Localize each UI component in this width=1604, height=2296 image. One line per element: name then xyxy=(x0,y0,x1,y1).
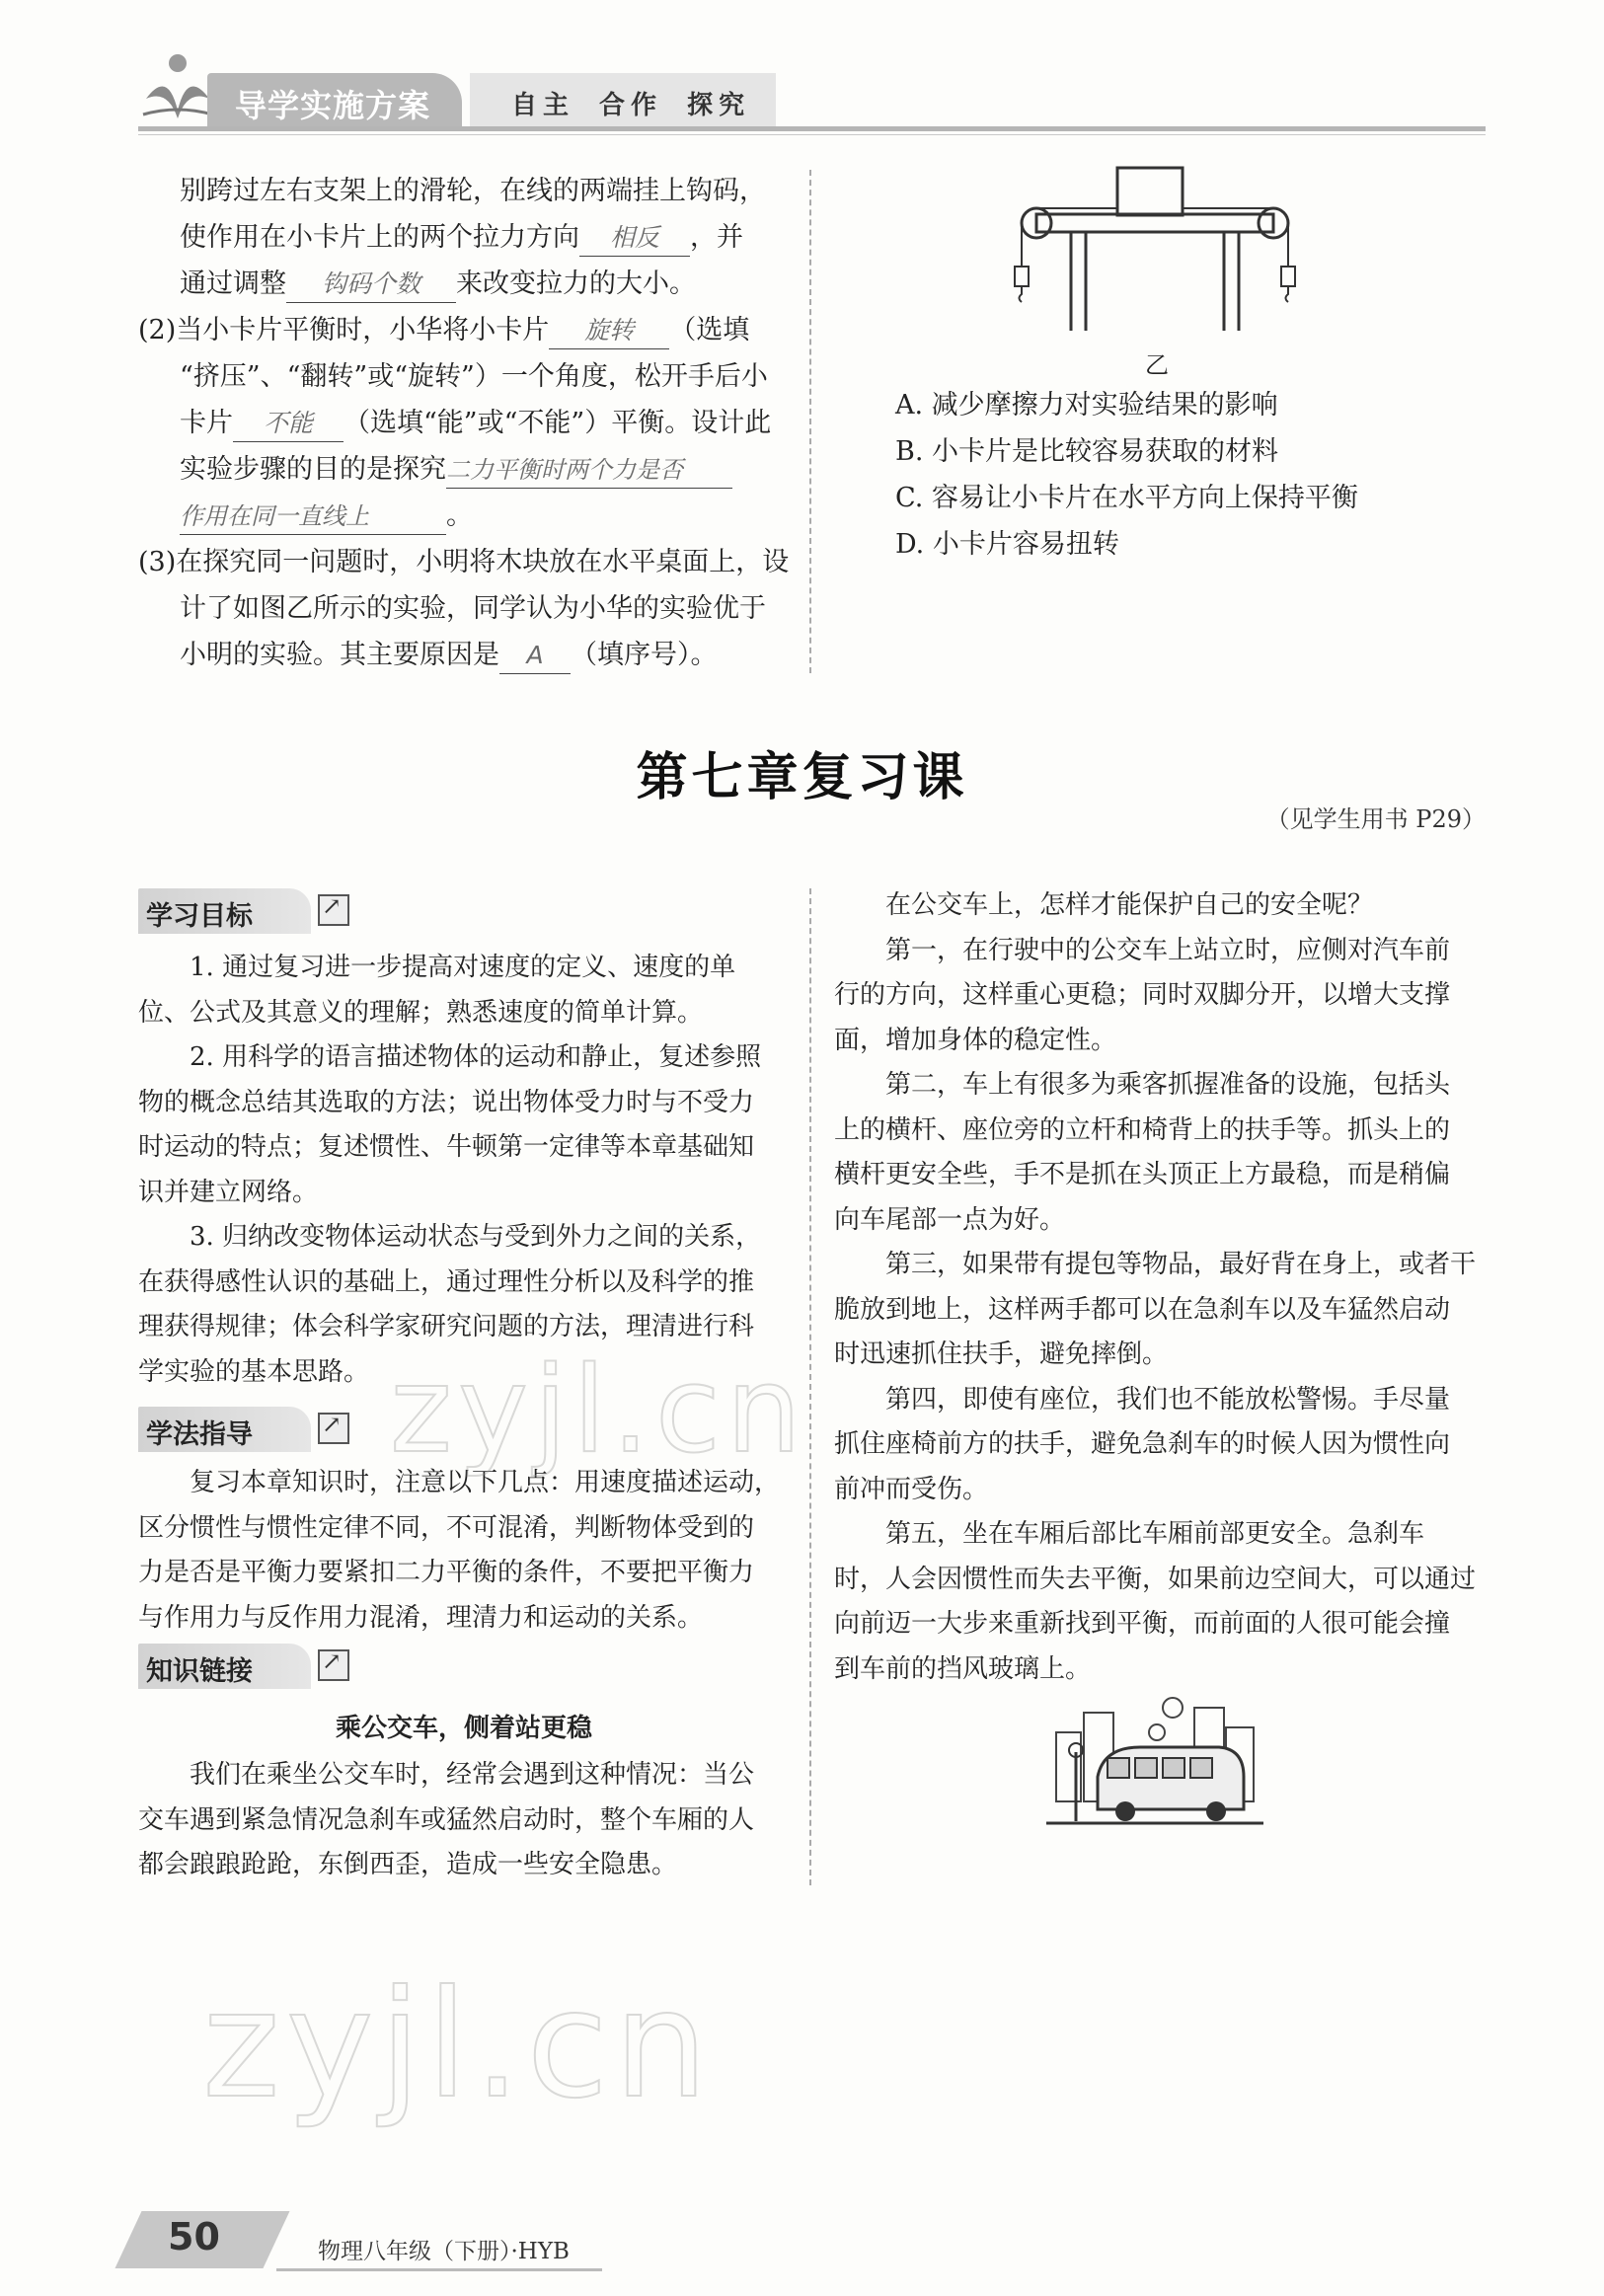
question-2-line-4-a: 实验步骤的目的是探究 xyxy=(180,454,446,485)
link-right-line-10: 脆放到地上，这样两手都可以在急刹车以及车猛然启动 xyxy=(834,1294,1451,1325)
goals-line-1: 1. 通过复习进一步提高对速度的定义、速度的单 xyxy=(138,953,736,982)
link-right-line-7: 横杆更安全些，手不是抓在头顶正上方最稳，而是稍偏 xyxy=(834,1160,1451,1189)
lower-column-divider xyxy=(809,888,811,1885)
link-subtitle: 乘公交车，侧着站更稳 xyxy=(335,1714,592,1743)
upper-line-2-a: 使作用在小卡片上的两个拉力方向 xyxy=(180,222,579,253)
link-right-line-11: 时迅速抓住扶手，避免摔倒。 xyxy=(834,1339,1169,1369)
goals-line-10: 学实验的基本思路。 xyxy=(138,1356,370,1387)
option-a: A. 减少摩擦力对实验结果的影响 xyxy=(895,390,1278,421)
question-3-line-3 xyxy=(180,632,718,678)
option-b: B. 小卡片是比较容易获取的材料 xyxy=(895,436,1279,467)
question-3-line-3-a: 小明的实验。其主要原因是 xyxy=(180,640,499,670)
answer-blank-weights: 钩码个数 xyxy=(286,267,456,303)
answer-blank-balance: 不能 xyxy=(233,406,344,442)
upper-line-3 xyxy=(180,261,696,307)
question-3-line-1: (3)在探究同一问题时，小明将木块放在水平桌面上，设 xyxy=(138,547,790,577)
link-right-line-9: 第三，如果带有提包等物品，最好背在身上，或者干 xyxy=(834,1250,1477,1279)
link-right-line-4: 面，增加身体的稳定性。 xyxy=(834,1025,1117,1055)
question-2-a: (2)当小卡片平衡时，小华将小卡片 xyxy=(138,315,550,345)
section-tag-method xyxy=(138,1407,311,1452)
header-banner-text: 导学实施方案 xyxy=(235,87,431,124)
goals-arrow-icon xyxy=(318,894,349,926)
figure-label: 乙 xyxy=(1145,351,1169,379)
answer-blank-reason: A xyxy=(499,638,571,674)
goals-line-5: 时运动的特点；复述惯性、牛顿第一定律等本章基础知 xyxy=(138,1132,755,1162)
header-tagline-text: 自主 合作 探究 xyxy=(511,91,751,120)
footer-book-title: 物理八年级（下册）·HYB xyxy=(318,2239,570,2264)
link-right-line-3: 行的方向，这样重心更稳；同时双脚分开，以增大支撑 xyxy=(834,980,1451,1010)
section-tag-method-text: 学法指导 xyxy=(146,1419,253,1450)
method-line-1: 复习本章知识时，注意以下几点：用速度描述运动， xyxy=(138,1468,781,1497)
goals-line-6: 识并建立网络。 xyxy=(138,1177,319,1207)
section-tag-goals-text: 学习目标 xyxy=(146,901,253,932)
section-tag-goals xyxy=(138,888,311,934)
goals-line-4: 物的概念总结其选取的方法；说出物体受力时与不受力 xyxy=(138,1087,755,1117)
link-right-line-13: 抓住座椅前方的扶手，避免急刹车的时候人因为惯性向 xyxy=(834,1429,1451,1459)
header-tagline xyxy=(470,73,776,128)
upper-line-3-a: 通过调整 xyxy=(180,268,286,299)
method-line-3: 力是否是平衡力要紧扣二力平衡的条件，不要把平衡力 xyxy=(138,1558,755,1587)
method-block xyxy=(138,1461,790,1641)
answer-blank-rotate: 旋转 xyxy=(549,313,669,349)
link-left-line-1: 我们在乘坐公交车时，经常会遇到这种情况：当公 xyxy=(138,1760,755,1790)
page-number: 50 xyxy=(168,2215,220,2258)
link-arrow-icon xyxy=(318,1649,349,1681)
question-2-line-5-b: 。 xyxy=(446,500,473,531)
link-right-line-6: 上的横杆、座位旁的立杆和椅背上的扶手等。抓头上的 xyxy=(834,1114,1451,1145)
link-right-line-12: 第四，即使有座位，我们也不能放松警惕。手尽量 xyxy=(834,1384,1451,1415)
question-2-line-4 xyxy=(180,446,732,493)
question-2-line-1 xyxy=(138,307,749,353)
section-tag-link-text: 知识链接 xyxy=(146,1656,253,1687)
goals-line-2: 位、公式及其意义的理解；熟悉速度的简单计算。 xyxy=(138,997,704,1028)
bus-illustration xyxy=(1046,1693,1263,1841)
question-2-line-3 xyxy=(180,400,771,446)
link-right-line-8: 向车尾部一点为好。 xyxy=(834,1204,1066,1235)
method-line-4: 与作用力与反作用力混淆，理清力和运动的关系。 xyxy=(138,1602,704,1633)
link-right-block xyxy=(834,883,1486,1692)
link-right-line-14: 前冲而受伤。 xyxy=(834,1474,989,1504)
answer-blank-purpose-2: 作用在同一直线上 xyxy=(180,498,446,535)
question-2-b: （选填 xyxy=(669,315,750,345)
header-banner xyxy=(207,73,462,128)
question-2-line-3-a: 卡片 xyxy=(180,408,233,438)
experiment-figure-yi xyxy=(1007,163,1303,345)
link-right-line-16: 时，人会因惯性而失去平衡，如果前边空间大，可以通过 xyxy=(834,1564,1477,1594)
section-tag-link xyxy=(138,1644,311,1689)
link-right-line-18: 到车前的挡风玻璃上。 xyxy=(834,1653,1092,1684)
link-left-line-2: 交车遇到紧急情况急刹车或猛然启动时，整个车厢的人 xyxy=(138,1804,755,1835)
method-line-2: 区分惯性与惯性定律不同，不可混淆，判断物体受到的 xyxy=(138,1512,755,1543)
question-2-line-2: “挤压”、“翻转”或“旋转”）一个角度，松开手后小 xyxy=(180,361,768,392)
link-right-line-2: 第一，在行驶中的公交车上站立时，应侧对汽车前 xyxy=(834,935,1451,965)
chapter-reference: （见学生用书 P29） xyxy=(1265,805,1486,833)
upper-line-3-b: 来改变拉力的大小。 xyxy=(456,268,696,299)
goals-line-7: 3. 归纳改变物体运动状态与受到外力之间的关系， xyxy=(138,1222,762,1252)
option-d: D. 小卡片容易扭转 xyxy=(895,529,1119,560)
watermark-bottom: zyjl.cn xyxy=(202,1959,715,2131)
option-c: C. 容易让小卡片在水平方向上保持平衡 xyxy=(895,483,1358,513)
upper-line-1: 别跨过左右支架上的滑轮，在线的两端挂上钩码， xyxy=(180,176,766,206)
question-3-line-3-b: （填序号）。 xyxy=(571,640,718,670)
upper-line-2 xyxy=(180,214,743,261)
link-left-block xyxy=(138,1753,790,1888)
goals-line-9: 理获得规律；体会科学家研究问题的方法，理清进行科 xyxy=(138,1312,755,1341)
link-right-line-17: 向前迈一大步来重新找到平衡，而前面的人很可能会撞 xyxy=(834,1609,1451,1639)
question-2-line-3-b: （选填“能”或“不能”）平衡。设计此 xyxy=(344,408,772,438)
link-right-line-15: 第五，坐在车厢后部比车厢前部更安全。急刹车 xyxy=(834,1519,1425,1549)
upper-line-2-b: ，并 xyxy=(690,222,743,253)
upper-column-divider xyxy=(809,170,811,673)
question-3-line-2: 计了如图乙所示的实验，同学认为小华的实验优于 xyxy=(180,593,766,624)
link-left-line-3: 都会踉踉跄跄，东倒西歪，造成一些安全隐患。 xyxy=(138,1850,678,1879)
link-right-line-5: 第二，车上有很多为乘客抓握准备的设施，包括头 xyxy=(834,1070,1451,1100)
question-2-line-5 xyxy=(180,493,473,539)
link-right-line-1: 在公交车上，怎样才能保护自己的安全呢？ xyxy=(834,890,1374,920)
answer-blank-purpose-1: 二力平衡时两个力是否 xyxy=(446,452,732,489)
goals-line-3: 2. 用科学的语言描述物体的运动和静止，复述参照 xyxy=(138,1042,762,1072)
chapter-title: 第七章复习课 xyxy=(636,747,968,807)
watermark-mid: zyjl.cn xyxy=(390,1342,807,1480)
header-rule-thin xyxy=(138,134,1486,135)
footer-rule xyxy=(276,2268,602,2271)
answer-blank-direction: 相反 xyxy=(579,220,690,257)
goals-block xyxy=(138,946,790,1395)
header-rule xyxy=(138,126,1486,131)
method-arrow-icon xyxy=(318,1413,349,1444)
logo-icon xyxy=(138,49,217,128)
goals-line-8: 在获得感性认识的基础上，通过理性分析以及科学的推 xyxy=(138,1266,755,1297)
